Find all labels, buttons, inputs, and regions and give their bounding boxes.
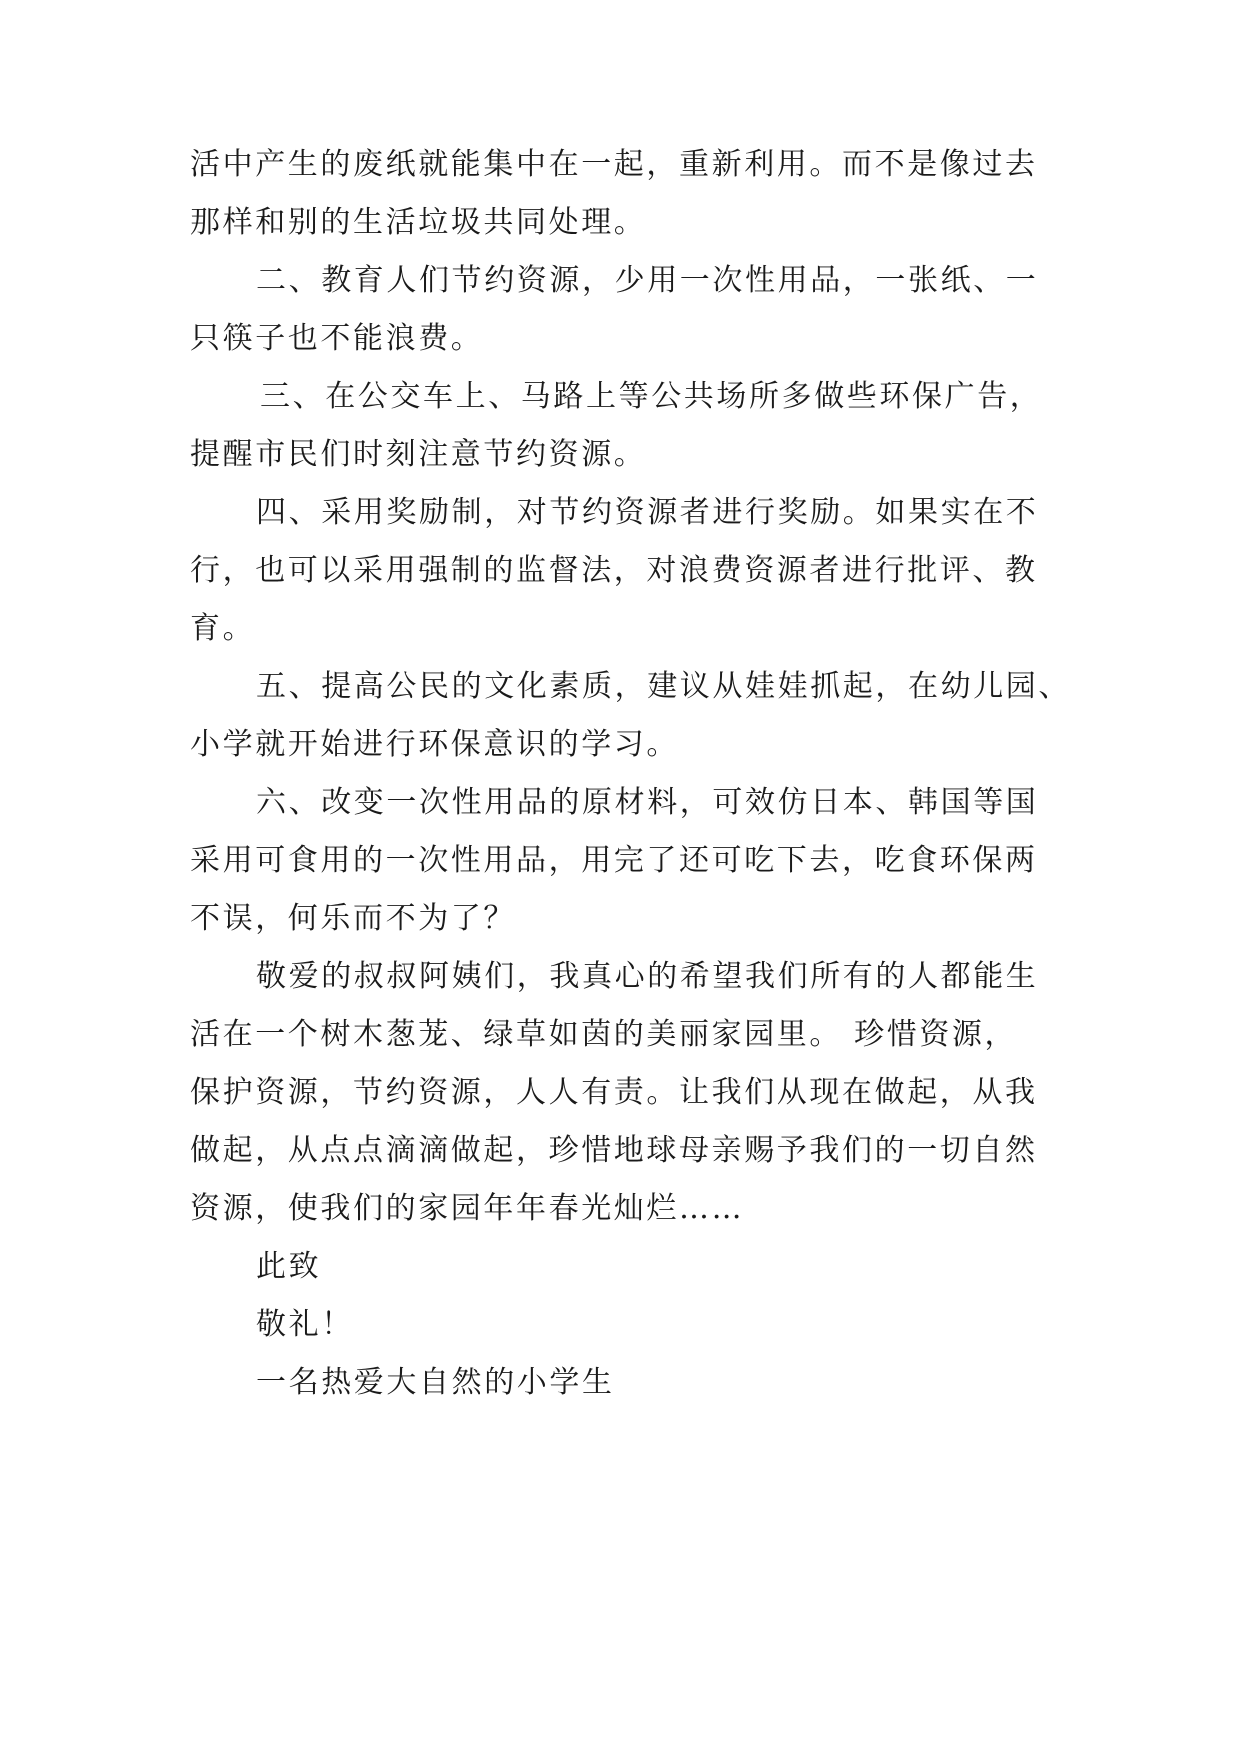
paragraph-line: 行，也可以采用强制的监督法，对浪费资源者进行批评、教 [190, 553, 1038, 588]
paragraph-line: 三、在公交车上、马路上等公共场所多做些环保广告， [260, 379, 1043, 414]
paragraph-line: 小学就开始进行环保意识的学习。 [190, 727, 679, 762]
paragraph-line: 五、提高公民的文化素质，建议从娃娃抓起，在幼儿园、 [256, 669, 1071, 704]
signature-line: 一名热爱大自然的小学生 [256, 1365, 615, 1400]
paragraph-line: 不误，何乐而不为了？ [190, 901, 516, 936]
paragraph-line: 做起，从点点滴滴做起，珍惜地球母亲赐予我们的一切自然 [190, 1133, 1038, 1168]
paragraph-line: 保护资源，节约资源，人人有责。让我们从现在做起，从我 [190, 1075, 1038, 1110]
paragraph-line: 敬爱的叔叔阿姨们，我真心的希望我们所有的人都能生 [256, 959, 1039, 994]
paragraph-line: 提醒市民们时刻注意节约资源。 [190, 437, 647, 472]
paragraph-line: 那样和别的生活垃圾共同处理。 [190, 205, 647, 240]
paragraph-line: 活中产生的废纸就能集中在一起，重新利用。而不是像过去 [190, 147, 1038, 182]
paragraph-line: 二、教育人们节约资源，少用一次性用品，一张纸、一 [256, 263, 1039, 298]
closing-phrase: 此致 [256, 1249, 322, 1284]
paragraph-line: 只筷子也不能浪费。 [190, 321, 484, 356]
paragraph-line: 育。 [190, 611, 256, 646]
paragraph-line: 活在一个树木葱茏、绿草如茵的美丽家园里。 珍惜资源， [190, 1017, 1018, 1052]
paragraph-line: 四、采用奖励制，对节约资源者进行奖励。如果实在不 [256, 495, 1039, 530]
salutation: 敬礼！ [256, 1307, 354, 1342]
paragraph-line: 资源，使我们的家园年年春光灿烂…… [190, 1191, 745, 1226]
paragraph-line: 采用可食用的一次性用品，用完了还可吃下去，吃食环保两 [190, 843, 1038, 878]
paragraph-line: 六、改变一次性用品的原材料，可效仿日本、韩国等国 [256, 785, 1039, 820]
